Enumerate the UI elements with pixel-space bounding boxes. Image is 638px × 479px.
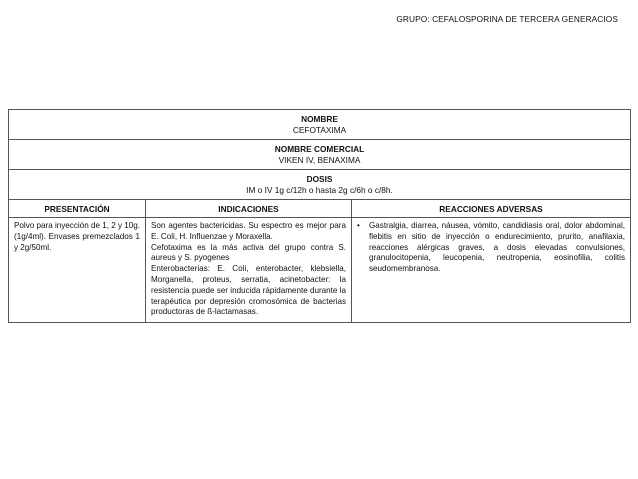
presentation-header: PRESENTACIÓN [9, 200, 146, 218]
drug-name: CEFOTAXIMA [292, 125, 347, 135]
commercial-label: NOMBRE COMERCIAL [274, 144, 365, 154]
commercial-cell [9, 140, 631, 170]
bullet-icon: • [357, 221, 360, 230]
indication-item: Son agentes bactericidas. Su espectro es mejor para E. Coli, H. Influenzae y Moraxella. [151, 221, 346, 241]
dose-label: DOSIS [306, 174, 333, 184]
indication-item: Cefotaxima es la más activa del grupo contra S. aureus y S. pyogenes [151, 242, 346, 263]
adverse-text: Gastralgia, diarrea, náusea, vómito, candidiasis oral, dolor abdominal, flebitis en sitio de inyección o endurecimiento, prurito, anafilaxia, reacciones alérgicas graves, a dosis elevadas convulsiones, granulocitopenia, leucopenia, neutropenia, eosinofilia, colitis seudomembranosa. [369, 221, 626, 274]
content-row [9, 218, 631, 323]
indications-cell [146, 218, 352, 323]
indication-item: Enterobacterias: E. Coli, enterobacter, klebsiella, Morganella, proteus, serratia, acinetobacter: la resistencia puede ser inducida rápidamente durante la terapéutica por depresión cromosómica de bacterias productoras de ß-lactamasas. [151, 264, 346, 317]
presentation-cell [9, 218, 146, 323]
dose-cell [9, 170, 631, 200]
name-cell [9, 110, 631, 140]
adverse-cell [352, 218, 631, 323]
drug-table [8, 109, 631, 323]
group-title: GRUPO: CEFALOSPORINA DE TERCERA GENERACIOS [396, 14, 618, 24]
indications-header: INDICACIONES [146, 200, 352, 218]
name-row [9, 110, 631, 140]
name-label: NOMBRE [301, 114, 338, 124]
column-header-row [9, 200, 631, 218]
adverse-header: REACCIONES ADVERSAS [352, 200, 631, 218]
dose-value: IM o IV 1g c/12h o hasta 2g c/6h o c/8h. [246, 185, 393, 195]
adverse-list-item [357, 221, 625, 275]
commercial-row [9, 140, 631, 170]
dose-row [9, 170, 631, 200]
presentation-text: Polvo para inyección de 1, 2 y 10g. (1g/4ml). Envases premezclados 1 y 2g/50ml. [14, 221, 140, 252]
commercial-name: VIKEN IV, BENAXIMA [278, 155, 361, 165]
